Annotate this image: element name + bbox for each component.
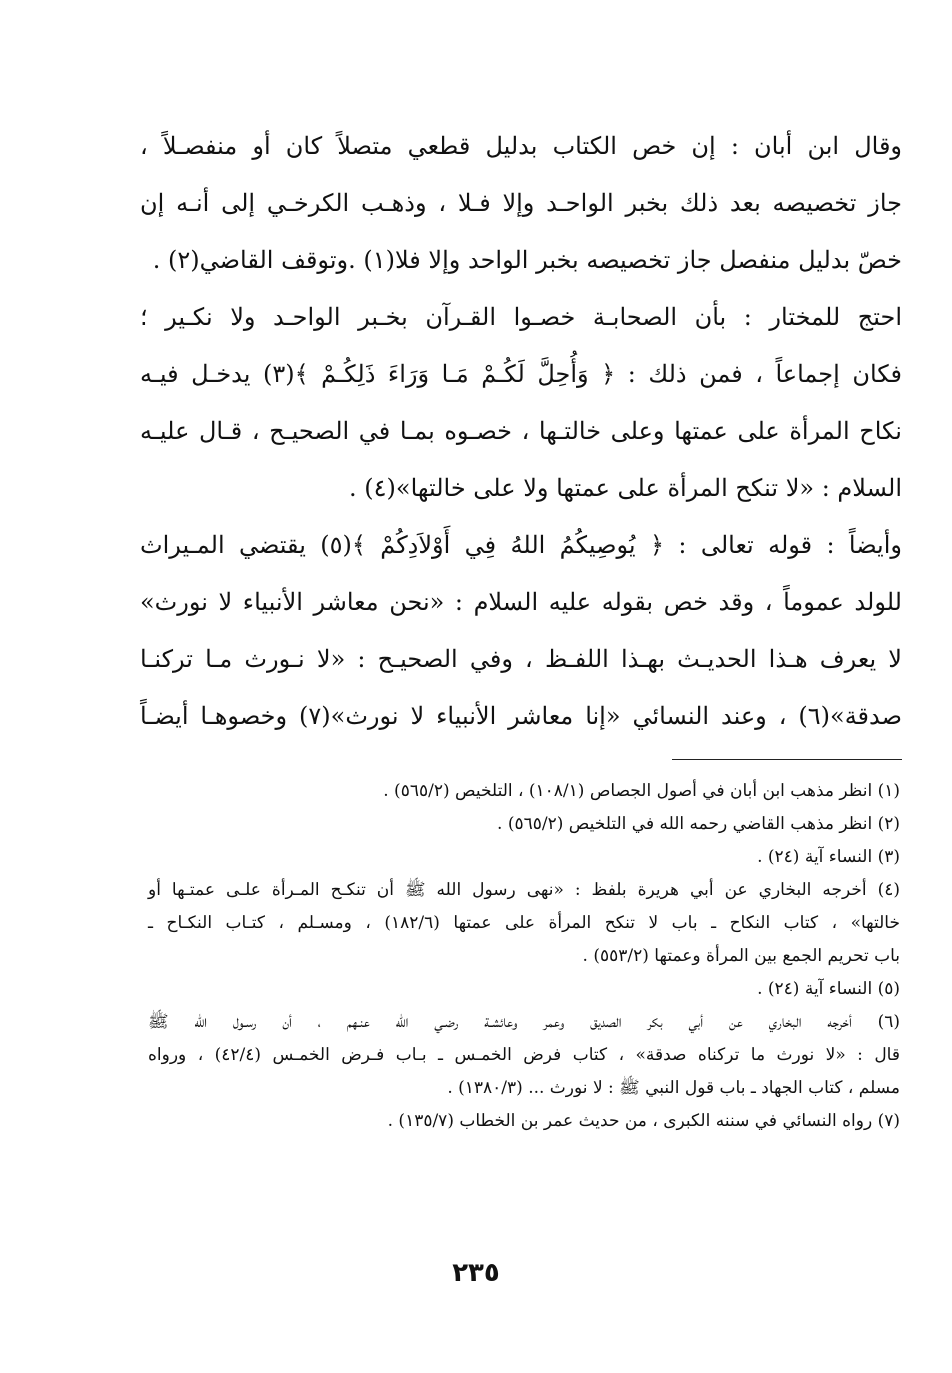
- footnote-6-line: مسلم ، كتاب الجهاد ـ باب قول النبي ﷺ : لا نورث ... (١٣٨٠/٣) .: [447, 1078, 900, 1098]
- body-line: السلام : «لا تنكح المرأة على عمتها ولا على خالتها»(٤) .: [349, 474, 902, 502]
- body-line: جاز تخصيصه بعد ذلك بخبر الواحـد وإلا فـلا ، وذهـب الكرخـي إلى أنـه إن: [140, 189, 902, 217]
- body-line: فكان إجماعاً ، فمن ذلك : ﴿ وَأُحِلَّ لَكُـمْ مَـا وَرَاءَ ذَلِكُـمْ ﴾(٣) يدخـل فيـه: [140, 360, 902, 388]
- footnote-6-line: قال : «لا نورث ما تركناه صدقة» ، كتاب فرض الخمـس ـ بـاب فـرض الخمـس (٤٢/٤) ، ورواه: [148, 1045, 900, 1065]
- body-line: خصّ بدليل منفصل جاز تخصيصه بخبر الواحد وإلا فلا(١) .وتوقف القاضي(٢) .: [152, 246, 902, 274]
- footnote-4-line: (٤) أخرجه البخاري عن أبي هريرة بلفظ : «نهى رسول الله ﷺ أن تنكـح المـرأة علـى عمتـها أو: [148, 880, 900, 900]
- body-line: نكاح المرأة على عمتها وعلى خالتـها ، خصـوه بمـا في الصحيـح ، قـال عليـه: [140, 417, 902, 445]
- main-text: [140, 118, 902, 745]
- footnote-2: (٢) انظر مذهب القاضي رحمه الله في التلخيص (٥٦٥/٢) .: [497, 814, 900, 834]
- body-line: صدقة»(٦) ، وعند النسائي «إنا معاشر الأنبياء لا نورث»(٧) وخصوهـا أيضـاً: [140, 702, 903, 730]
- footnote-divider: [672, 759, 902, 760]
- footnote-4-line: باب تحريم الجمع بين المرأة وعمتها (٥٥٣/٢) .: [582, 946, 900, 966]
- body-line: وأيضاً : قوله تعالى : ﴿ يُوصِيكُمُ اللهُ فِي أَوْلاَدِكُمْ ﴾(٥) يقتضي المـيراث: [140, 531, 902, 559]
- body-line: وقال ابن أبان : إن خص الكتاب بدليل قطعي متصلاً كان أو منفصـلاً ،: [140, 132, 903, 160]
- footnotes: [148, 775, 900, 1138]
- footnote-6-line: (٦) أخرجه البخاري عن أبي بكر الصديق وعمر وعائشـة رضـي الله عنـهم ، أن رسـول الله ﷺ: [148, 1012, 900, 1032]
- footnote-5: (٥) النساء آية (٢٤) .: [757, 979, 900, 999]
- footnote-1: (١) انظر مذهب ابن أبان في أصول الجصاص (١٠٨/١) ، التلخيص (٥٦٥/٢) .: [383, 781, 900, 801]
- page-number: ٢٣٥: [452, 1258, 500, 1288]
- footnote-3: (٣) النساء آية (٢٤) .: [757, 847, 900, 867]
- body-line: للولد عموماً ، وقد خص بقوله عليه السلام : «نحن معاشر الأنبياء لا نورث»: [140, 588, 902, 616]
- footnote-7: (٧) رواه النسائي في سننه الكبرى ، من حديث عمر بن الخطاب (١٣٥/٧) .: [387, 1111, 900, 1131]
- footnote-4-line: خالتها» ، كتاب النكاح ـ باب لا تنكح المرأة على عمتها (١٨٢/٦) ، ومسـلم ، كتـاب النكـاح ـ: [148, 913, 900, 933]
- body-line: لا يعرف هـذا الحديـث بهـذا اللفـظ ، وفي الصحيـح : «لا نـورث مـا تركنـا: [140, 645, 902, 673]
- body-line: احتج للمختار : بأن الصحابـة خصـوا القـرآن بخـبر الواحـد ولا نكـير ؛: [140, 303, 902, 331]
